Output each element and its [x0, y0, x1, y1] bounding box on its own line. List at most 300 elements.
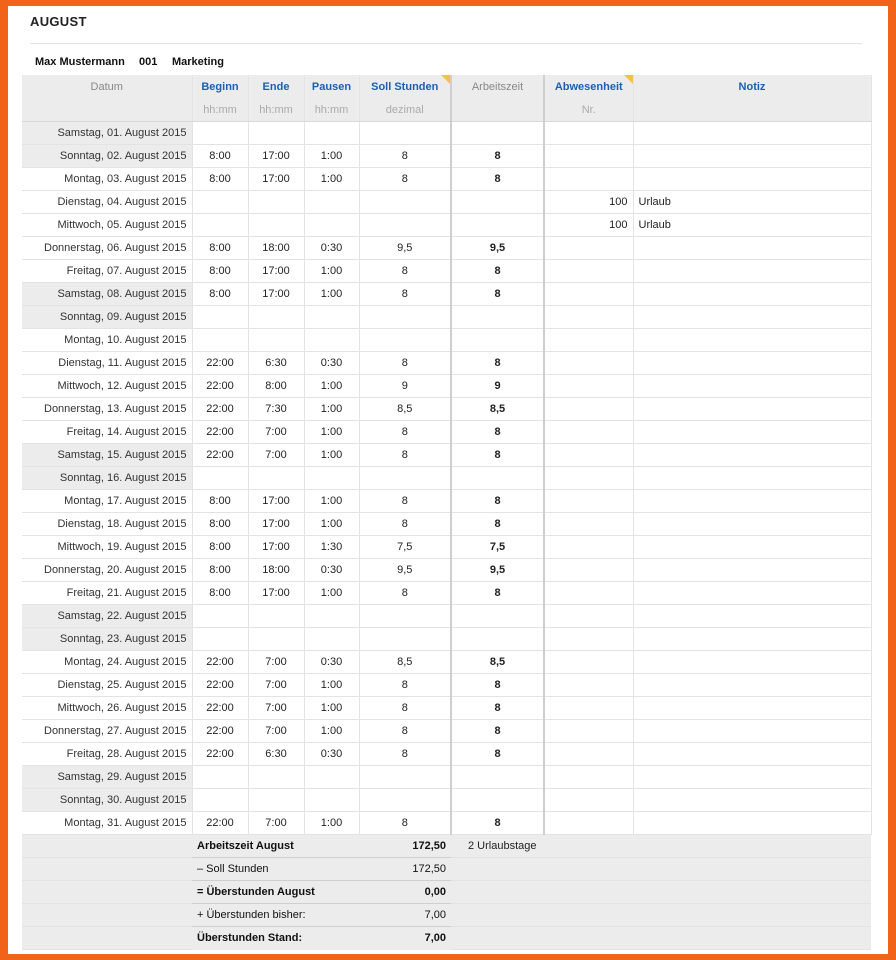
summary-row	[22, 881, 871, 904]
cell-arbeitszeit[interactable]: 9,5	[451, 237, 544, 260]
cell-datum: Samstag, 08. August 2015	[22, 283, 192, 306]
cell-notiz[interactable]	[633, 260, 871, 283]
cell-arbeitszeit[interactable]: 8	[451, 168, 544, 191]
cell-ende[interactable]: 7:00	[248, 421, 304, 444]
cell-notiz[interactable]	[633, 352, 871, 375]
cell-pausen[interactable]	[304, 628, 359, 651]
cell-ende[interactable]: 7:00	[248, 812, 304, 835]
summary-arbeitszeit-label: Arbeitszeit August	[192, 835, 359, 858]
cell-datum: Freitag, 28. August 2015	[22, 743, 192, 766]
cell-abwesenheit[interactable]	[544, 697, 633, 720]
cell-notiz[interactable]	[633, 766, 871, 789]
header-arbeitszeit[interactable]: Arbeitszeit	[451, 75, 544, 98]
employee-number: 001	[139, 56, 158, 68]
cell-ende[interactable]: 7:00	[248, 720, 304, 743]
cell-pausen[interactable]: 1:00	[304, 720, 359, 743]
cell-soll-stunden[interactable]: 8,5	[359, 398, 451, 421]
cell-ende[interactable]	[248, 191, 304, 214]
summary-row	[22, 858, 871, 881]
summary-bisher-label: + Überstunden bisher:	[192, 904, 359, 927]
cell-beginn[interactable]: 8:00	[192, 260, 248, 283]
cell-abwesenheit[interactable]	[544, 237, 633, 260]
table-row	[22, 789, 871, 812]
cell-abwesenheit[interactable]	[544, 674, 633, 697]
summary-stand-value: 7,00	[359, 927, 451, 950]
cell-notiz[interactable]	[633, 145, 871, 168]
cell-soll-stunden[interactable]: 8	[359, 145, 451, 168]
cell-pausen[interactable]: 1:00	[304, 490, 359, 513]
cell-beginn[interactable]: 8:00	[192, 490, 248, 513]
cell-arbeitszeit[interactable]: 8	[451, 743, 544, 766]
table-row	[22, 214, 871, 237]
cell-ende[interactable]: 7:00	[248, 674, 304, 697]
cell-arbeitszeit[interactable]: 8	[451, 812, 544, 835]
cell-arbeitszeit[interactable]: 9	[451, 375, 544, 398]
cell-pausen[interactable]: 0:30	[304, 743, 359, 766]
cell-abwesenheit[interactable]	[544, 536, 633, 559]
cell-notiz[interactable]	[633, 421, 871, 444]
cell-soll-stunden[interactable]: 8	[359, 582, 451, 605]
cell-ende[interactable]	[248, 214, 304, 237]
employee-name: Max Mustermann	[35, 56, 125, 68]
cell-beginn[interactable]: 22:00	[192, 398, 248, 421]
cell-arbeitszeit[interactable]	[451, 214, 544, 237]
cell-soll-stunden[interactable]: 8	[359, 444, 451, 467]
cell-datum: Donnerstag, 13. August 2015	[22, 398, 192, 421]
cell-arbeitszeit[interactable]	[451, 766, 544, 789]
cell-arbeitszeit[interactable]	[451, 605, 544, 628]
table-row	[22, 375, 871, 398]
cell-pausen[interactable]	[304, 306, 359, 329]
cell-pausen[interactable]	[304, 467, 359, 490]
employee-department: Marketing	[172, 56, 224, 68]
cell-abwesenheit[interactable]	[544, 513, 633, 536]
cell-ende[interactable]	[248, 628, 304, 651]
cell-soll-stunden[interactable]: 9,5	[359, 237, 451, 260]
cell-notiz[interactable]: Urlaub	[633, 214, 871, 237]
cell-pausen[interactable]: 1:00	[304, 697, 359, 720]
table-row	[22, 168, 871, 191]
unit-abwesenheit: Nr.	[544, 98, 633, 122]
cell-arbeitszeit[interactable]: 8,5	[451, 651, 544, 674]
cell-ende[interactable]: 17:00	[248, 513, 304, 536]
unit-pausen: hh:mm	[304, 98, 359, 122]
cell-beginn[interactable]: 8:00	[192, 168, 248, 191]
cell-beginn[interactable]: 22:00	[192, 651, 248, 674]
cell-beginn[interactable]: 22:00	[192, 743, 248, 766]
cell-beginn[interactable]: 22:00	[192, 812, 248, 835]
cell-abwesenheit[interactable]	[544, 743, 633, 766]
cell-arbeitszeit[interactable]: 8	[451, 260, 544, 283]
cell-arbeitszeit[interactable]	[451, 467, 544, 490]
cell-notiz[interactable]	[633, 628, 871, 651]
cell-arbeitszeit[interactable]: 8	[451, 490, 544, 513]
cell-abwesenheit[interactable]	[544, 766, 633, 789]
table-row	[22, 628, 871, 651]
cell-pausen[interactable]	[304, 789, 359, 812]
cell-datum: Montag, 03. August 2015	[22, 168, 192, 191]
cell-soll-stunden[interactable]: 9,5	[359, 559, 451, 582]
cell-arbeitszeit[interactable]: 8	[451, 582, 544, 605]
cell-notiz[interactable]	[633, 306, 871, 329]
cell-ende[interactable]: 7:00	[248, 651, 304, 674]
cell-abwesenheit[interactable]	[544, 444, 633, 467]
cell-soll-stunden[interactable]	[359, 789, 451, 812]
cell-ende[interactable]	[248, 329, 304, 352]
cell-soll-stunden[interactable]: 8	[359, 743, 451, 766]
cell-datum: Freitag, 14. August 2015	[22, 421, 192, 444]
cell-abwesenheit[interactable]: 100	[544, 191, 633, 214]
cell-soll-stunden[interactable]	[359, 214, 451, 237]
cell-abwesenheit[interactable]	[544, 375, 633, 398]
cell-soll-stunden[interactable]: 8	[359, 352, 451, 375]
header-notiz[interactable]: Notiz	[633, 75, 871, 98]
cell-notiz[interactable]	[633, 329, 871, 352]
header-beginn[interactable]: Beginn	[192, 75, 248, 98]
cell-notiz[interactable]	[633, 168, 871, 191]
cell-soll-stunden[interactable]	[359, 628, 451, 651]
cell-arbeitszeit[interactable]: 8	[451, 283, 544, 306]
summary-stand-label: Überstunden Stand:	[192, 927, 359, 950]
cell-ende[interactable]: 7:00	[248, 697, 304, 720]
cell-soll-stunden[interactable]: 8	[359, 283, 451, 306]
cell-ende[interactable]: 7:00	[248, 444, 304, 467]
cell-soll-stunden[interactable]: 8	[359, 812, 451, 835]
cell-pausen[interactable]	[304, 214, 359, 237]
cell-beginn[interactable]: 22:00	[192, 375, 248, 398]
cell-datum: Montag, 17. August 2015	[22, 490, 192, 513]
unit-beginn: hh:mm	[192, 98, 248, 122]
cell-pausen[interactable]	[304, 122, 359, 145]
cell-pausen[interactable]: 0:30	[304, 237, 359, 260]
cell-pausen[interactable]	[304, 329, 359, 352]
cell-abwesenheit[interactable]	[544, 260, 633, 283]
table-row	[22, 398, 871, 421]
cell-pausen[interactable]: 1:00	[304, 674, 359, 697]
cell-beginn[interactable]: 8:00	[192, 513, 248, 536]
summary-bisher-value: 7,00	[359, 904, 451, 927]
cell-beginn[interactable]: 8:00	[192, 536, 248, 559]
cell-pausen[interactable]: 1:00	[304, 812, 359, 835]
cell-soll-stunden[interactable]	[359, 122, 451, 145]
cell-pausen[interactable]: 1:00	[304, 398, 359, 421]
table-row	[22, 283, 871, 306]
cell-beginn[interactable]	[192, 214, 248, 237]
cell-beginn[interactable]: 22:00	[192, 352, 248, 375]
cell-beginn[interactable]	[192, 766, 248, 789]
cell-arbeitszeit[interactable]: 8	[451, 513, 544, 536]
cell-abwesenheit[interactable]	[544, 145, 633, 168]
cell-notiz[interactable]	[633, 789, 871, 812]
table-row	[22, 329, 871, 352]
cell-ende[interactable]	[248, 789, 304, 812]
cell-datum: Donnerstag, 06. August 2015	[22, 237, 192, 260]
summary-arbeitszeit-value: 172,50	[359, 835, 451, 858]
cell-soll-stunden[interactable]	[359, 306, 451, 329]
cell-notiz[interactable]	[633, 559, 871, 582]
cell-arbeitszeit[interactable]: 8	[451, 145, 544, 168]
cell-beginn[interactable]: 22:00	[192, 697, 248, 720]
cell-notiz[interactable]	[633, 674, 871, 697]
summary-soll-label: – Soll Stunden	[192, 858, 359, 881]
cell-abwesenheit[interactable]	[544, 421, 633, 444]
cell-datum: Sonntag, 02. August 2015	[22, 145, 192, 168]
cell-soll-stunden[interactable]: 8	[359, 421, 451, 444]
summary-row	[22, 835, 871, 858]
cell-beginn[interactable]	[192, 467, 248, 490]
unit-ende: hh:mm	[248, 98, 304, 122]
cell-soll-stunden[interactable]: 8	[359, 490, 451, 513]
cell-soll-stunden[interactable]: 8	[359, 720, 451, 743]
summary-ueberstunden-label: = Überstunden August	[192, 881, 359, 904]
cell-datum: Montag, 24. August 2015	[22, 651, 192, 674]
cell-datum: Samstag, 15. August 2015	[22, 444, 192, 467]
cell-ende[interactable]: 8:00	[248, 375, 304, 398]
cell-notiz[interactable]	[633, 720, 871, 743]
cell-ende[interactable]: 7:30	[248, 398, 304, 421]
table-row	[22, 490, 871, 513]
cell-pausen[interactable]	[304, 605, 359, 628]
cell-ende[interactable]: 17:00	[248, 145, 304, 168]
cell-pausen[interactable]: 1:30	[304, 536, 359, 559]
cell-abwesenheit[interactable]	[544, 329, 633, 352]
cell-notiz[interactable]	[633, 444, 871, 467]
cell-pausen[interactable]: 0:30	[304, 352, 359, 375]
cell-arbeitszeit[interactable]: 8	[451, 674, 544, 697]
cell-notiz[interactable]	[633, 375, 871, 398]
cell-notiz[interactable]	[633, 490, 871, 513]
cell-soll-stunden[interactable]	[359, 191, 451, 214]
cell-abwesenheit[interactable]	[544, 651, 633, 674]
cell-abwesenheit[interactable]	[544, 559, 633, 582]
cell-soll-stunden[interactable]: 8	[359, 260, 451, 283]
cell-notiz[interactable]	[633, 697, 871, 720]
cell-ende[interactable]: 17:00	[248, 260, 304, 283]
cell-notiz[interactable]	[633, 651, 871, 674]
cell-abwesenheit[interactable]	[544, 352, 633, 375]
cell-abwesenheit[interactable]	[544, 398, 633, 421]
cell-notiz[interactable]	[633, 122, 871, 145]
cell-beginn[interactable]: 8:00	[192, 582, 248, 605]
cell-ende[interactable]: 17:00	[248, 536, 304, 559]
cell-pausen[interactable]: 1:00	[304, 444, 359, 467]
summary-urlaubstage: 2 Urlaubstage	[451, 835, 633, 858]
table-row	[22, 697, 871, 720]
cell-ende[interactable]	[248, 122, 304, 145]
cell-pausen[interactable]: 1:00	[304, 582, 359, 605]
cell-soll-stunden[interactable]	[359, 766, 451, 789]
cell-pausen[interactable]: 1:00	[304, 283, 359, 306]
cell-arbeitszeit[interactable]	[451, 329, 544, 352]
cell-pausen[interactable]: 1:00	[304, 145, 359, 168]
cell-pausen[interactable]: 1:00	[304, 260, 359, 283]
cell-arbeitszeit[interactable]: 8	[451, 352, 544, 375]
cell-notiz[interactable]	[633, 605, 871, 628]
cell-abwesenheit[interactable]	[544, 490, 633, 513]
cell-soll-stunden[interactable]	[359, 605, 451, 628]
header-abwesenheit[interactable]: Abwesenheit	[544, 75, 633, 98]
timesheet-table	[22, 75, 872, 950]
cell-abwesenheit[interactable]	[544, 306, 633, 329]
cell-abwesenheit[interactable]: 100	[544, 214, 633, 237]
table-row	[22, 122, 871, 145]
table-row	[22, 720, 871, 743]
header-ende[interactable]: Ende	[248, 75, 304, 98]
cell-datum: Donnerstag, 27. August 2015	[22, 720, 192, 743]
cell-soll-stunden[interactable]: 8	[359, 697, 451, 720]
cell-arbeitszeit[interactable]	[451, 628, 544, 651]
cell-pausen[interactable]: 1:00	[304, 168, 359, 191]
cell-abwesenheit[interactable]	[544, 789, 633, 812]
cell-beginn[interactable]	[192, 191, 248, 214]
cell-soll-stunden[interactable]: 8	[359, 168, 451, 191]
cell-notiz[interactable]	[633, 743, 871, 766]
header-datum[interactable]: Datum	[22, 75, 192, 98]
cell-beginn[interactable]	[192, 605, 248, 628]
table-row	[22, 513, 871, 536]
cell-beginn[interactable]: 8:00	[192, 283, 248, 306]
cell-abwesenheit[interactable]	[544, 812, 633, 835]
cell-notiz[interactable]	[633, 536, 871, 559]
cell-datum: Sonntag, 30. August 2015	[22, 789, 192, 812]
cell-ende[interactable]: 17:00	[248, 283, 304, 306]
cell-arbeitszeit[interactable]: 9,5	[451, 559, 544, 582]
cell-soll-stunden[interactable]: 9	[359, 375, 451, 398]
unit-arbeitszeit	[451, 98, 544, 122]
table-row	[22, 674, 871, 697]
cell-arbeitszeit[interactable]: 8	[451, 444, 544, 467]
cell-beginn[interactable]	[192, 122, 248, 145]
cell-ende[interactable]	[248, 766, 304, 789]
cell-ende[interactable]	[248, 467, 304, 490]
table-row	[22, 260, 871, 283]
cell-soll-stunden[interactable]	[359, 467, 451, 490]
table-row	[22, 352, 871, 375]
cell-beginn[interactable]	[192, 789, 248, 812]
cell-arbeitszeit[interactable]	[451, 122, 544, 145]
cell-datum: Mittwoch, 26. August 2015	[22, 697, 192, 720]
cell-arbeitszeit[interactable]: 7,5	[451, 536, 544, 559]
cell-soll-stunden[interactable]	[359, 329, 451, 352]
cell-arbeitszeit[interactable]: 8	[451, 720, 544, 743]
unit-soll: dezimal	[359, 98, 451, 122]
cell-arbeitszeit[interactable]: 8	[451, 421, 544, 444]
cell-datum: Samstag, 29. August 2015	[22, 766, 192, 789]
cell-datum: Mittwoch, 05. August 2015	[22, 214, 192, 237]
cell-soll-stunden[interactable]: 8	[359, 513, 451, 536]
cell-abwesenheit[interactable]	[544, 605, 633, 628]
cell-ende[interactable]: 17:00	[248, 490, 304, 513]
cell-datum: Mittwoch, 19. August 2015	[22, 536, 192, 559]
cell-pausen[interactable]	[304, 191, 359, 214]
cell-beginn[interactable]: 8:00	[192, 559, 248, 582]
cell-pausen[interactable]: 1:00	[304, 375, 359, 398]
cell-datum: Freitag, 07. August 2015	[22, 260, 192, 283]
cell-datum: Dienstag, 11. August 2015	[22, 352, 192, 375]
cell-soll-stunden[interactable]: 8,5	[359, 651, 451, 674]
cell-abwesenheit[interactable]	[544, 122, 633, 145]
summary-soll-value: 172,50	[359, 858, 451, 881]
table-row	[22, 743, 871, 766]
cell-abwesenheit[interactable]	[544, 720, 633, 743]
cell-beginn[interactable]: 22:00	[192, 674, 248, 697]
cell-abwesenheit[interactable]	[544, 283, 633, 306]
cell-ende[interactable]: 18:00	[248, 237, 304, 260]
cell-ende[interactable]: 17:00	[248, 168, 304, 191]
table-row	[22, 559, 871, 582]
cell-pausen[interactable]: 0:30	[304, 651, 359, 674]
cell-ende[interactable]	[248, 306, 304, 329]
cell-arbeitszeit[interactable]: 8,5	[451, 398, 544, 421]
unit-notiz	[633, 98, 871, 122]
header-soll-stunden[interactable]: Soll Stunden	[359, 75, 451, 98]
cell-beginn[interactable]: 22:00	[192, 720, 248, 743]
cell-notiz[interactable]	[633, 398, 871, 421]
timesheet-body	[22, 122, 871, 835]
table-row	[22, 605, 871, 628]
cell-beginn[interactable]	[192, 329, 248, 352]
cell-arbeitszeit[interactable]	[451, 191, 544, 214]
cell-pausen[interactable]	[304, 766, 359, 789]
cell-ende[interactable]	[248, 605, 304, 628]
cell-beginn[interactable]	[192, 628, 248, 651]
cell-notiz[interactable]	[633, 812, 871, 835]
cell-abwesenheit[interactable]	[544, 467, 633, 490]
table-row	[22, 444, 871, 467]
cell-beginn[interactable]: 8:00	[192, 237, 248, 260]
cell-pausen[interactable]: 1:00	[304, 421, 359, 444]
summary-row	[22, 904, 871, 927]
cell-beginn[interactable]	[192, 306, 248, 329]
cell-beginn[interactable]: 8:00	[192, 145, 248, 168]
table-row	[22, 812, 871, 835]
cell-notiz[interactable]	[633, 283, 871, 306]
cell-notiz[interactable]: Urlaub	[633, 191, 871, 214]
cell-datum: Dienstag, 04. August 2015	[22, 191, 192, 214]
cell-notiz[interactable]	[633, 513, 871, 536]
cell-arbeitszeit[interactable]	[451, 789, 544, 812]
cell-notiz[interactable]	[633, 237, 871, 260]
cell-abwesenheit[interactable]	[544, 628, 633, 651]
cell-ende[interactable]: 17:00	[248, 582, 304, 605]
cell-ende[interactable]: 6:30	[248, 743, 304, 766]
cell-pausen[interactable]: 0:30	[304, 559, 359, 582]
table-row	[22, 237, 871, 260]
cell-arbeitszeit[interactable]: 8	[451, 697, 544, 720]
cell-datum: Sonntag, 09. August 2015	[22, 306, 192, 329]
cell-pausen[interactable]: 1:00	[304, 513, 359, 536]
cell-ende[interactable]: 18:00	[248, 559, 304, 582]
cell-datum: Dienstag, 25. August 2015	[22, 674, 192, 697]
cell-arbeitszeit[interactable]	[451, 306, 544, 329]
cell-datum: Dienstag, 18. August 2015	[22, 513, 192, 536]
cell-soll-stunden[interactable]: 7,5	[359, 536, 451, 559]
cell-beginn[interactable]: 22:00	[192, 444, 248, 467]
header-pausen[interactable]: Pausen	[304, 75, 359, 98]
cell-soll-stunden[interactable]: 8	[359, 674, 451, 697]
cell-beginn[interactable]: 22:00	[192, 421, 248, 444]
cell-abwesenheit[interactable]	[544, 582, 633, 605]
cell-datum: Montag, 31. August 2015	[22, 812, 192, 835]
units-row	[22, 98, 871, 122]
title-divider	[30, 43, 862, 44]
cell-notiz[interactable]	[633, 582, 871, 605]
cell-datum: Sonntag, 16. August 2015	[22, 467, 192, 490]
cell-notiz[interactable]	[633, 467, 871, 490]
unit-datum	[22, 98, 192, 122]
cell-abwesenheit[interactable]	[544, 168, 633, 191]
cell-ende[interactable]: 6:30	[248, 352, 304, 375]
